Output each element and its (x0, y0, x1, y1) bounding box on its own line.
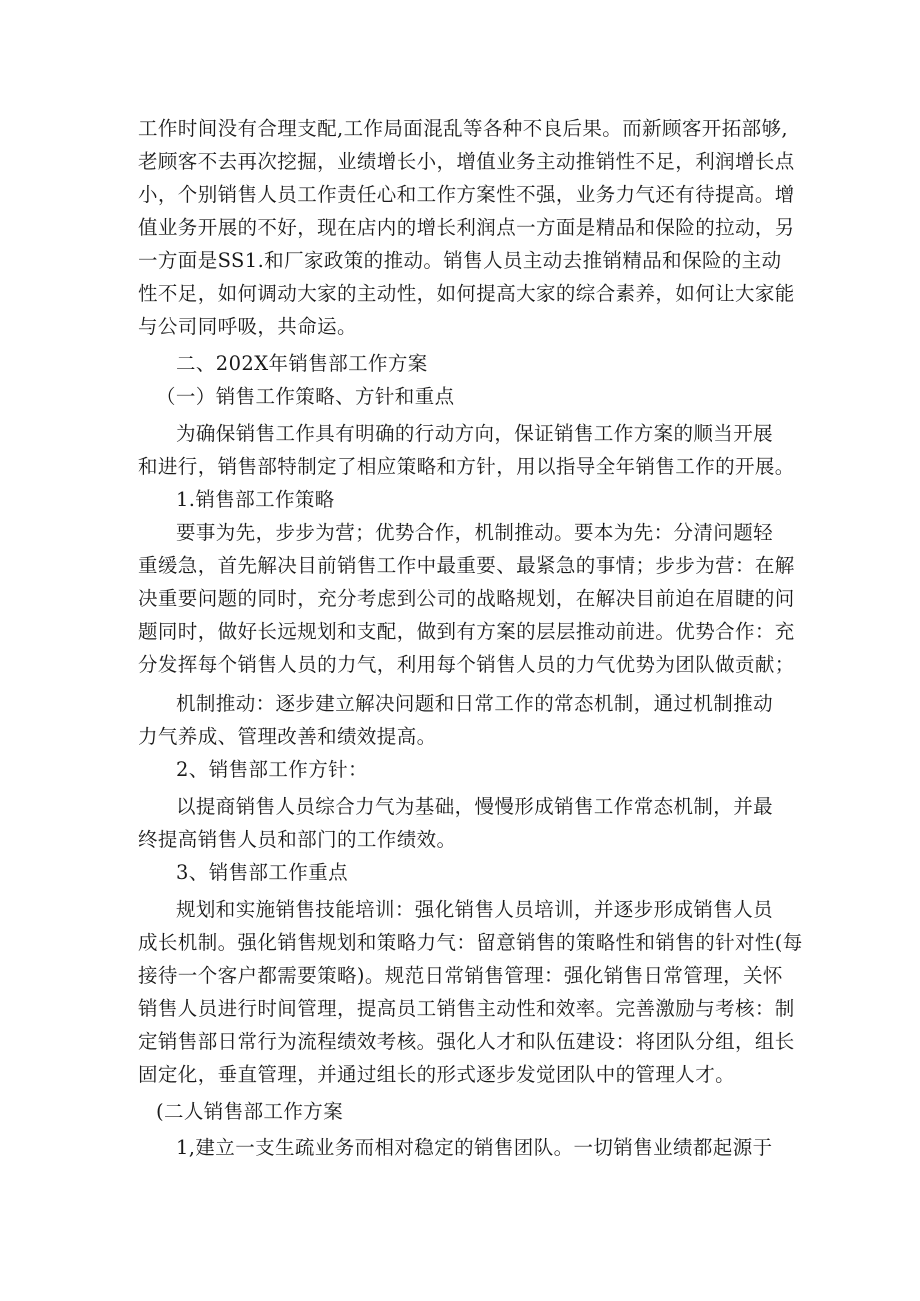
item-heading: 1.销售部工作策略 (176, 488, 335, 511)
paragraph-line: 终提高销售人员和部门的工作绩效。 (138, 828, 457, 851)
paragraph-line: 与公司同呼吸，共命运。 (138, 315, 357, 338)
paragraph-line: 老顾客不去再次挖掘，业绩增长小，增值业务主动推销性不足，利润增长点 (138, 150, 795, 173)
paragraph-line: 值业务开展的不好，现在店内的增长利润点一方面是精品和保险的拉动，另 (138, 216, 795, 239)
paragraph-line: 小，个别销售人员工作责任心和工作方案性不强，业务力气还有待提高。增 (138, 183, 795, 206)
paragraph-line: 销售人员进行时间管理，提高员工销售主动性和效率。完善激励与考核：制 (138, 997, 795, 1020)
paragraph-line: 规划和实施销售技能培训：强化销售人员培训，并逐步形成销售人员 (176, 898, 774, 921)
paragraph-line: 分发挥每个销售人员的力气，利用每个销售人员的力气优势为团队做贡献； (138, 653, 795, 676)
paragraph-line: 力气养成、管理改善和绩效提高。 (138, 725, 437, 748)
paragraph-line: 以提商销售人员综合力气为基础，慢慢形成销售工作常态机制，并最 (176, 795, 774, 818)
paragraph-line: 1,建立一支生疏业务而相对稳定的销售团队。一切销售业绩都起源于 (176, 1136, 773, 1159)
paragraph-line: 决重要问题的同时，充分考虑到公司的战略规划，在解决目前迫在眉睫的问 (138, 587, 795, 610)
paragraph-line: 固定化，垂直管理，并通过组长的形式逐步发觉团队中的管理人才。 (138, 1063, 736, 1086)
paragraph-line: 要事为先，步步为营；优势合作，机制推动。要本为先：分清问题轻 (176, 521, 774, 544)
paragraph-line: 和进行，销售部特制定了相应策略和方针，用以指导全年销售工作的开展。 (138, 455, 795, 478)
paragraph-line: 重缓急，首先解决目前销售工作中最重要、最紧急的事情；步步为营：在解 (138, 554, 795, 577)
subsection-heading: （一）销售工作策略、方针和重点 (156, 385, 455, 408)
paragraph-line: 性不足，如何调动大家的主动性，如何提高大家的综合素养，如何让大家能 (138, 282, 795, 305)
paragraph-line: 成长机制。强化销售规划和策略力气：留意销售的策略性和销售的针对性(每 (138, 931, 803, 954)
item-heading: 3、销售部工作重点 (176, 861, 349, 884)
section-heading: 二、202X年销售部工作方案 (176, 352, 428, 375)
paragraph-line: 接待一个客户都需要策略)。规范日常销售管理：强化销售日常管理，关怀 (138, 964, 783, 987)
subsection-heading: (二人销售部工作方案 (156, 1100, 344, 1123)
paragraph-line: 为确保销售工作具有明确的行动方向，保证销售工作方案的顺当开展 (176, 422, 774, 445)
item-heading: 2、销售部工作方针： (176, 758, 368, 781)
paragraph-line: 机制推动：逐步建立解决问题和日常工作的常态机制，通过机制推动 (176, 692, 774, 715)
paragraph-line: 定销售部日常行为流程绩效考核。强化人才和队伍建设：将团队分组，组长 (138, 1030, 795, 1053)
paragraph-line: 一方面是SS1.和厂家政策的推动。销售人员主动去推销精品和保险的主动 (138, 249, 782, 272)
paragraph-line: 工作时间没有合理支配,工作局面混乱等各种不良后果。而新顾客开拓部够, (138, 117, 788, 140)
paragraph-line: 题同时，做好长远规划和支配，做到有方案的层层推动前进。优势合作：充 (138, 620, 795, 643)
